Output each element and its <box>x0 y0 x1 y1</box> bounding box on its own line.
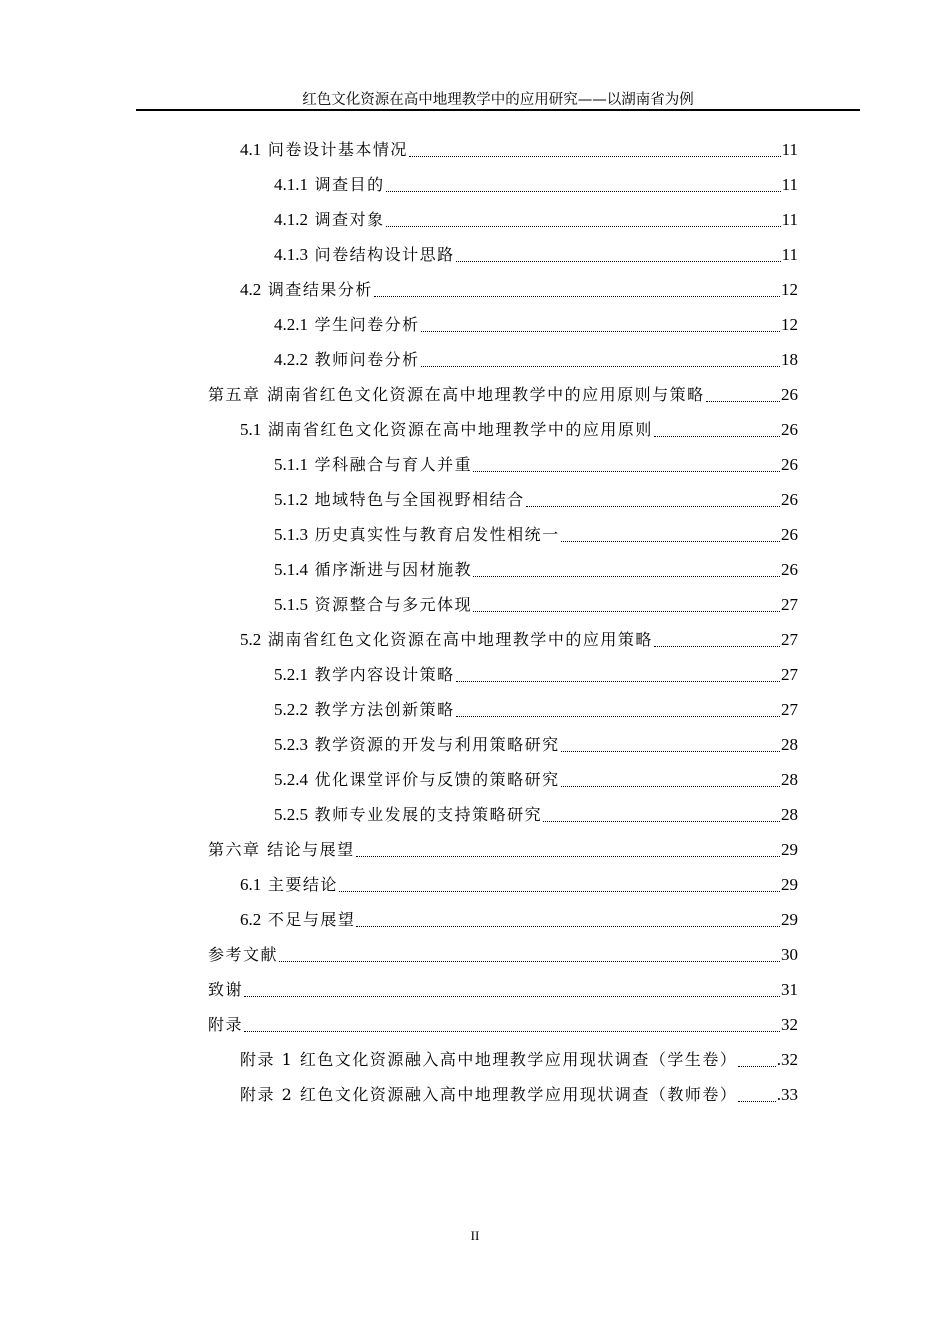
toc-page-number: 18 <box>781 350 798 369</box>
running-header: 红色文化资源在高中地理教学中的应用研究——以湖南省为例 <box>302 92 694 108</box>
toc-entry[interactable] <box>274 692 798 727</box>
toc-dot-leader <box>385 167 782 202</box>
toc-entry-number: 6.1 <box>240 875 262 894</box>
toc-entry-text: 调查对象 <box>314 210 385 229</box>
toc-entry-title <box>240 622 653 657</box>
toc-dot-leader <box>373 272 781 307</box>
toc-entry-number: 5.1.3 <box>274 525 308 544</box>
toc-entry-number: 5.1 <box>240 420 262 439</box>
toc-entry[interactable] <box>274 482 798 517</box>
toc-dot-leader <box>705 377 781 412</box>
toc-entry-number: 5.1.4 <box>274 560 308 579</box>
toc-entry[interactable] <box>240 412 798 447</box>
toc-entry[interactable] <box>208 832 798 867</box>
toc-entry-title <box>240 1042 737 1077</box>
toc-entry-text: 资源整合与多元体现 <box>314 595 473 614</box>
toc-entry-text: 调查目的 <box>314 175 385 194</box>
toc-page-number: 31 <box>781 980 798 999</box>
toc-entry-title <box>208 937 278 972</box>
toc-entry-text: 问卷设计基本情况 <box>267 140 408 159</box>
toc-entry[interactable] <box>208 972 798 1007</box>
toc-page-number: 29 <box>781 910 798 929</box>
toc-entry[interactable] <box>274 167 798 202</box>
toc-dot-leader <box>737 1077 776 1112</box>
toc-dot-leader <box>472 447 781 482</box>
toc-page-number: 27 <box>781 630 798 649</box>
toc-entry-number: 5.1.2 <box>274 490 308 509</box>
toc-entry-title <box>274 447 472 482</box>
toc-dot-leader <box>355 832 781 867</box>
toc-entry-text: 附录 2 红色文化资源融入高中地理教学应用现状调查（教师卷） <box>240 1085 738 1104</box>
toc-dot-leader <box>455 692 781 727</box>
toc-entry[interactable] <box>274 762 798 797</box>
toc-entry[interactable] <box>208 377 798 412</box>
toc-entry-title <box>274 692 455 727</box>
toc-entry-title <box>274 307 420 342</box>
toc-page-number: 32 <box>781 1015 798 1034</box>
toc-entry-title <box>240 1077 737 1112</box>
toc-entry[interactable] <box>274 307 798 342</box>
toc-dot-leader <box>243 972 781 1007</box>
page-number: II <box>470 1228 480 1243</box>
toc-entry-title <box>274 587 472 622</box>
toc-page-number: 26 <box>781 455 798 474</box>
toc-entry-title <box>240 412 653 447</box>
toc-entry-text: 调查结果分析 <box>267 280 373 299</box>
toc-entry-number: 4.1 <box>240 140 262 159</box>
toc-entry[interactable] <box>240 272 798 307</box>
toc-entry-text: 地域特色与全国视野相结合 <box>314 490 525 509</box>
toc-entry-text: 教师专业发展的支持策略研究 <box>314 805 543 824</box>
toc-entry[interactable] <box>240 622 798 657</box>
toc-entry-text: 附录 1 红色文化资源融入高中地理教学应用现状调查（学生卷） <box>240 1050 738 1069</box>
toc-page-number: 26 <box>781 525 798 544</box>
toc-page-number: 11 <box>781 140 798 159</box>
toc-entry[interactable] <box>274 517 798 552</box>
toc-entry[interactable] <box>274 447 798 482</box>
toc-entry-title <box>274 727 560 762</box>
toc-entry-title <box>274 517 560 552</box>
toc-dot-leader <box>525 482 781 517</box>
toc-entry-text: 教学资源的开发与利用策略研究 <box>314 735 560 754</box>
toc-entry-text: 参考文献 <box>208 945 279 964</box>
toc-entry-title <box>274 762 560 797</box>
toc-dot-leader <box>560 727 781 762</box>
toc-page-number: 28 <box>781 735 798 754</box>
toc-page-number: 11 <box>781 175 798 194</box>
toc-entry-title <box>240 132 408 167</box>
toc-entry-title <box>274 237 455 272</box>
toc-page-number: 12 <box>781 315 798 334</box>
toc-entry-title <box>208 1007 243 1042</box>
toc-entry-text: 不足与展望 <box>267 910 356 929</box>
toc-entry[interactable] <box>274 587 798 622</box>
toc-page-number: 29 <box>781 840 798 859</box>
toc-entry-number: 5.2.2 <box>274 700 308 719</box>
toc-entry-text: 湖南省红色文化资源在高中地理教学中的应用原则 <box>267 420 653 439</box>
toc-page-number: 11 <box>781 245 798 264</box>
toc-dot-leader <box>542 797 781 832</box>
toc-entry-number: 6.2 <box>240 910 262 929</box>
toc-page-number: 26 <box>781 560 798 579</box>
toc-entry-number: 5.2.3 <box>274 735 308 754</box>
toc-entry-text: 教学内容设计策略 <box>314 665 455 684</box>
toc-entry[interactable] <box>274 727 798 762</box>
toc-dot-leader <box>560 762 781 797</box>
toc-dot-leader <box>408 132 782 167</box>
toc-entry-title <box>274 342 420 377</box>
toc-dot-leader <box>420 342 781 377</box>
toc-entry-text: 优化课堂评价与反馈的策略研究 <box>314 770 560 789</box>
toc-entry-number: 4.1.2 <box>274 210 308 229</box>
toc-entry-number: 5.1.1 <box>274 455 308 474</box>
toc-page-number: 11 <box>781 210 798 229</box>
toc-entry-text: 第五章 湖南省红色文化资源在高中地理教学中的应用原则与策略 <box>208 385 705 404</box>
toc-page-number: 30 <box>781 945 798 964</box>
toc-page-number: 28 <box>781 770 798 789</box>
toc-entry[interactable] <box>208 937 798 972</box>
toc-entry[interactable] <box>274 202 798 237</box>
toc-entry-title <box>240 272 373 307</box>
toc-entry-text: 主要结论 <box>267 875 338 894</box>
toc-entry[interactable] <box>240 902 798 937</box>
toc-entry[interactable] <box>274 237 798 272</box>
toc-dot-leader <box>385 202 782 237</box>
toc-entry-title <box>240 902 355 937</box>
toc-entry[interactable] <box>274 342 798 377</box>
toc-entry-text: 循序渐进与因材施教 <box>314 560 473 579</box>
header-rule <box>136 109 860 111</box>
toc-entry[interactable] <box>274 657 798 692</box>
toc-entry-text: 湖南省红色文化资源在高中地理教学中的应用策略 <box>267 630 653 649</box>
toc-page-number: 27 <box>781 700 798 719</box>
toc-dot-leader <box>278 937 781 972</box>
toc-page-number: .33 <box>776 1085 798 1104</box>
toc-entry-number: 5.2.1 <box>274 665 308 684</box>
toc-page-number: 28 <box>781 805 798 824</box>
toc-entry-title <box>240 867 338 902</box>
toc-dot-leader <box>243 1007 781 1042</box>
toc-page-number: 26 <box>781 490 798 509</box>
toc-entry-text: 致谢 <box>208 980 244 999</box>
toc-page-number: 29 <box>781 875 798 894</box>
toc-entry[interactable] <box>240 132 798 167</box>
toc-dot-leader <box>737 1042 776 1077</box>
toc-entry-title <box>208 972 243 1007</box>
toc-entry-title <box>208 377 705 412</box>
toc-entry-title <box>274 202 385 237</box>
toc-entry-number: 5.2.5 <box>274 805 308 824</box>
toc-entry-text: 学生问卷分析 <box>314 315 420 334</box>
toc-entry-number: 4.1.3 <box>274 245 308 264</box>
toc-entry-text: 问卷结构设计思路 <box>314 245 455 264</box>
toc-entry-title <box>274 167 385 202</box>
toc-page-number: 26 <box>781 385 798 404</box>
toc-dot-leader <box>420 307 781 342</box>
toc-entry-text: 历史真实性与教育启发性相统一 <box>314 525 560 544</box>
toc-entry[interactable] <box>274 552 798 587</box>
toc-dot-leader <box>355 902 781 937</box>
toc-entry-number: 5.1.5 <box>274 595 308 614</box>
toc-entry-text: 教学方法创新策略 <box>314 700 455 719</box>
toc-entry[interactable] <box>240 1042 798 1077</box>
toc-dot-leader <box>455 237 782 272</box>
toc-entry[interactable] <box>208 1007 798 1042</box>
toc-entry-number: 5.2.4 <box>274 770 308 789</box>
toc-dot-leader <box>472 587 781 622</box>
toc-entry-title <box>208 832 355 867</box>
toc-entry-text: 学科融合与育人并重 <box>314 455 473 474</box>
toc-dot-leader <box>455 657 781 692</box>
toc-entry-text: 附录 <box>208 1015 244 1034</box>
toc-entry-title <box>274 482 525 517</box>
toc-page-number: 27 <box>781 665 798 684</box>
toc-entry-text: 第六章 结论与展望 <box>208 840 355 859</box>
toc-page-number: .32 <box>776 1050 798 1069</box>
toc-entry-title <box>274 797 542 832</box>
toc-page-number: 26 <box>781 420 798 439</box>
toc-entry[interactable] <box>240 1077 798 1112</box>
toc-entry-text: 教师问卷分析 <box>314 350 420 369</box>
toc-dot-leader <box>653 622 781 657</box>
toc-entry-title <box>274 657 455 692</box>
toc-entry-number: 4.2.2 <box>274 350 308 369</box>
toc-entry-number: 5.2 <box>240 630 262 649</box>
toc-page-number: 27 <box>781 595 798 614</box>
toc-entry[interactable] <box>240 867 798 902</box>
toc-entry-number: 4.2 <box>240 280 262 299</box>
toc-entry-title <box>274 552 472 587</box>
toc-dot-leader <box>560 517 781 552</box>
toc-entry[interactable] <box>274 797 798 832</box>
toc-dot-leader <box>472 552 781 587</box>
toc-dot-leader <box>653 412 781 447</box>
toc-entry-number: 4.2.1 <box>274 315 308 334</box>
toc-entry-number: 4.1.1 <box>274 175 308 194</box>
toc-dot-leader <box>338 867 781 902</box>
toc-page-number: 12 <box>781 280 798 299</box>
